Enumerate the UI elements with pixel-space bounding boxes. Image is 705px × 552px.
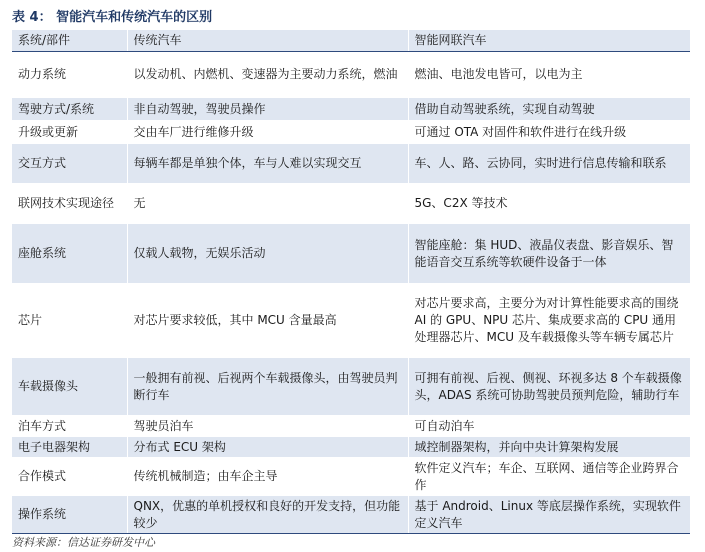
traditional-cell: 传统机械制造；由车企主导 bbox=[127, 458, 408, 496]
traditional-cell: 对芯片要求较低，其中 MCU 含量最高 bbox=[127, 284, 408, 358]
row-label: 芯片 bbox=[12, 284, 127, 358]
table-row bbox=[12, 416, 690, 437]
row-label: 交互方式 bbox=[12, 144, 127, 184]
traditional-cell: 一般拥有前视、后视两个车载摄像头，由驾驶员判断行车 bbox=[127, 358, 408, 416]
table-row bbox=[12, 358, 690, 416]
comparison-table bbox=[12, 30, 690, 534]
table-row bbox=[12, 224, 690, 284]
traditional-cell: QNX，优惠的单机授权和良好的开发支持，但功能较少 bbox=[127, 496, 408, 534]
traditional-cell: 以发动机、内燃机、变速器为主要动力系统，燃油 bbox=[127, 52, 408, 98]
header-row bbox=[12, 30, 690, 52]
table-caption: 表 4： 智能汽车和传统汽车的区别 bbox=[12, 10, 213, 25]
smart-cell: 借助自动驾驶系统，实现自动驾驶 bbox=[408, 98, 690, 121]
smart-cell: 域控制器架构，并向中央计算架构发展 bbox=[408, 437, 690, 458]
row-label: 升级或更新 bbox=[12, 121, 127, 144]
table-row bbox=[12, 458, 690, 496]
smart-cell: 车、人、路、云协同，实时进行信息传输和联系 bbox=[408, 144, 690, 184]
row-label: 联网技术实现途径 bbox=[12, 184, 127, 224]
row-label: 驾驶方式/系统 bbox=[12, 98, 127, 121]
traditional-cell: 仅载人载物，无娱乐活动 bbox=[127, 224, 408, 284]
smart-cell: 可拥有前视、后视、侧视、环视多达 8 个车载摄像头，ADAS 系统可协助驾驶员预判危险，辅助行车 bbox=[408, 358, 690, 416]
smart-cell: 基于 Android、Linux 等底层操作系统，实现软件定义汽车 bbox=[408, 496, 690, 534]
traditional-cell: 驾驶员泊车 bbox=[127, 416, 408, 437]
row-label: 座舱系统 bbox=[12, 224, 127, 284]
table-row bbox=[12, 437, 690, 458]
smart-cell: 可通过 OTA 对固件和软件进行在线升级 bbox=[408, 121, 690, 144]
column-header-component: 系统/部件 bbox=[12, 30, 127, 52]
row-label: 电子电器架构 bbox=[12, 437, 127, 458]
smart-cell: 可自动泊车 bbox=[408, 416, 690, 437]
table-row bbox=[12, 184, 690, 224]
smart-cell: 燃油、电池发电皆可，以电为主 bbox=[408, 52, 690, 98]
row-label: 动力系统 bbox=[12, 52, 127, 98]
row-label: 操作系统 bbox=[12, 496, 127, 534]
column-header-smart-connected-car: 智能网联汽车 bbox=[408, 30, 690, 52]
smart-cell: 5G、C2X 等技术 bbox=[408, 184, 690, 224]
smart-cell: 对芯片要求高，主要分为对计算性能要求高的围绕 AI 的 GPU、NPU 芯片、集成要求高的 CPU 通用处理器芯片、MCU 及车载摄像头等车辆专属芯片 bbox=[408, 284, 690, 358]
row-label: 合作模式 bbox=[12, 458, 127, 496]
table-row bbox=[12, 144, 690, 184]
smart-cell: 软件定义汽车；车企、互联网、通信等企业跨界合作 bbox=[408, 458, 690, 496]
row-label: 泊车方式 bbox=[12, 416, 127, 437]
row-label: 车载摄像头 bbox=[12, 358, 127, 416]
table-row bbox=[12, 98, 690, 121]
source-note: 资料来源：信达证券研发中心 bbox=[12, 536, 155, 549]
table-row bbox=[12, 121, 690, 144]
table-row bbox=[12, 52, 690, 98]
traditional-cell: 每辆车都是单独个体，车与人难以实现交互 bbox=[127, 144, 408, 184]
traditional-cell: 非自动驾驶，驾驶员操作 bbox=[127, 98, 408, 121]
smart-cell: 智能座舱：集 HUD、液晶仪表盘、影音娱乐、智能语音交互系统等软硬件设备于一体 bbox=[408, 224, 690, 284]
table-row bbox=[12, 284, 690, 358]
traditional-cell: 交由车厂进行维修升级 bbox=[127, 121, 408, 144]
traditional-cell: 分布式 ECU 架构 bbox=[127, 437, 408, 458]
column-header-traditional-car: 传统汽车 bbox=[127, 30, 408, 52]
table-row bbox=[12, 496, 690, 534]
traditional-cell: 无 bbox=[127, 184, 408, 224]
